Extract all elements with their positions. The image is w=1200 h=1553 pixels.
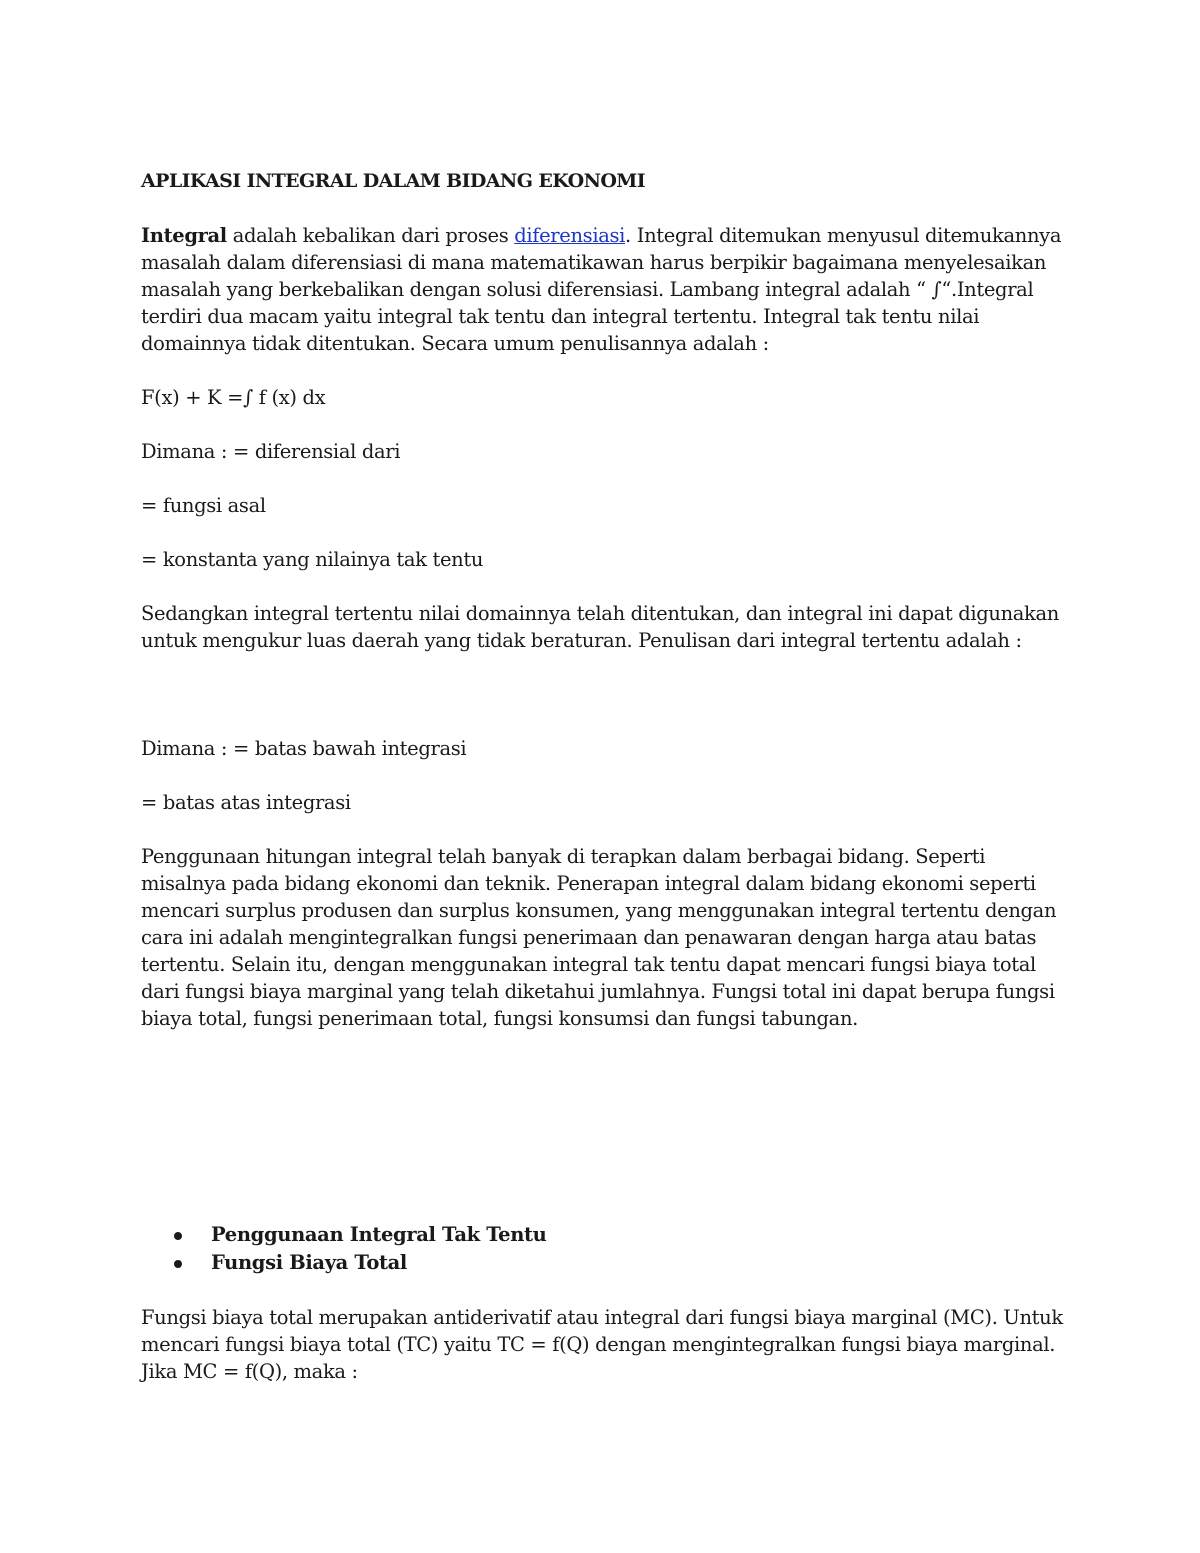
indefinite-integral-formula: F(x) + K =∫ f (x) dx <box>141 386 326 409</box>
intro-text-before-link: adalah kebalikan dari proses <box>226 224 515 247</box>
usage-paragraph: Penggunaan hitungan integral telah banyak di terapkan dalam berbagai bidang. Seperti misalnya pada bidang ekonomi dan teknik. Penerapan integral dalam bidang ekonomi seperti mencari surplus produsen dan surplus konsumen, yang menggunakan integral tertentu dengan cara ini adalah mengintegralkan fungsi penerimaan dan penawaran dengan harga atau batas tertentu. Selain itu, dengan menggunakan integral tak tentu dapat mencari fungsi biaya total dari fungsi biaya marginal yang telah diketahui jumlahnya. Fungsi total ini dapat berupa fungsi biaya total, fungsi penerimaan total, fungsi konsumsi dan fungsi tabungan. <box>141 845 1057 1030</box>
bullet-dot-icon <box>174 1232 182 1240</box>
bullet-list <box>141 1221 1066 1277</box>
list-item <box>211 1249 1066 1277</box>
total-cost-paragraph: Fungsi biaya total merupakan antiderivatif atau integral dari fungsi biaya marginal (MC). Untuk mencari fungsi biaya total (TC) yaitu TC = f(Q) dengan mengintegralkan fungsi biaya marginal. Jika MC = f(Q), maka : <box>141 1306 1063 1383</box>
intro-paragraph <box>141 222 1066 357</box>
intro-term: Integral <box>141 224 227 247</box>
bullet-dot-icon <box>174 1260 182 1268</box>
definition-line-differential: Dimana : = diferensial dari <box>141 440 401 463</box>
definition-line-constant: = konstanta yang nilainya tak tentu <box>141 548 484 571</box>
definition-line-original-function: = fungsi asal <box>141 494 266 517</box>
definite-integral-paragraph: Sedangkan integral tertentu nilai domainnya telah ditentukan, dan integral ini dapat digunakan untuk mengukur luas daerah yang tidak beraturan. Penulisan dari integral tertentu adalah : <box>141 602 1060 652</box>
document-page <box>141 168 1066 1412</box>
bullet-text-total-cost-function: Fungsi Biaya Total <box>211 1251 407 1274</box>
document-title: APLIKASI INTEGRAL DALAM BIDANG EKONOMI <box>141 170 646 192</box>
definition-line-upper-bound: = batas atas integrasi <box>141 791 351 814</box>
definition-line-lower-bound: Dimana : = batas bawah integrasi <box>141 737 467 760</box>
bullet-text-indefinite-integral-usage: Penggunaan Integral Tak Tentu <box>211 1223 547 1246</box>
intro-text-after-link: . Integral ditemukan menyusul ditemukannya masalah dalam diferensiasi di mana matematikawan harus berpikir bagaimana menyelesaikan masalah yang berkebalikan dengan solusi diferensiasi. Lambang integral adalah “ ∫“.Integral terdiri dua macam yaitu integral tak tentu dan integral tertentu. Integral tak tentu nilai domainnya tidak ditentukan. Secara umum penulisannya adalah : <box>141 224 1062 355</box>
definite-integral-formula-placeholder <box>141 681 1066 735</box>
list-item <box>211 1221 1066 1249</box>
blank-space <box>141 1059 1066 1221</box>
diferensiasi-link[interactable]: diferensiasi <box>514 224 626 247</box>
